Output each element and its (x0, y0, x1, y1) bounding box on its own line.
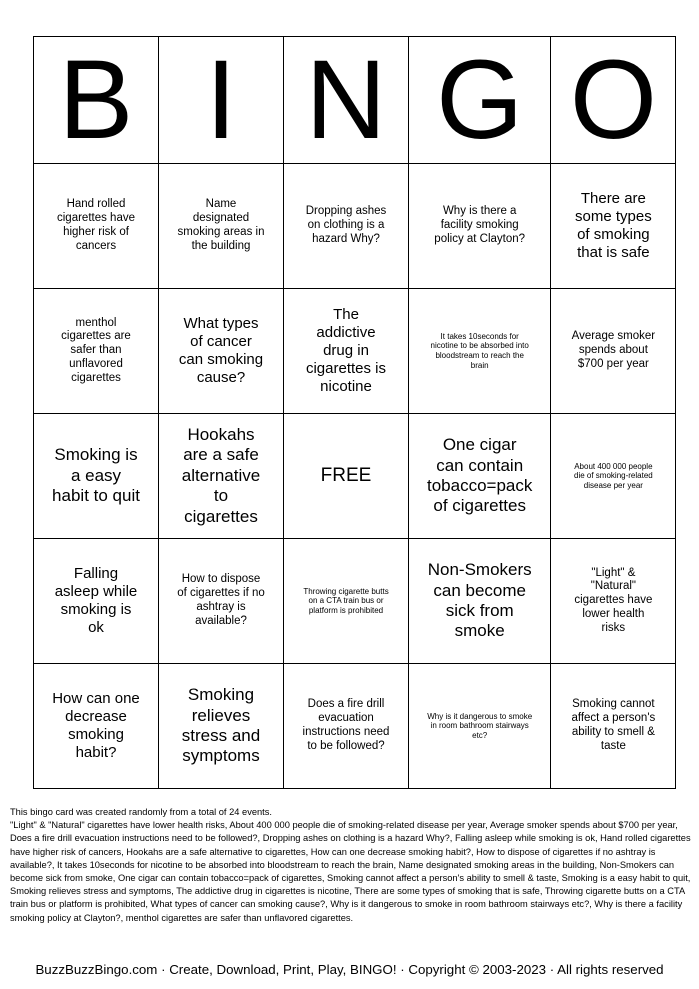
bingo-header-row (34, 37, 676, 164)
bingo-cell: The addictive drug in cigarettes is nicotine (284, 289, 409, 414)
bingo-cell: Does a fire drill evacuation instructions need to be followed? (284, 664, 409, 789)
bingo-cell: Name designated smoking areas in the building (159, 164, 284, 289)
bingo-cell: Smoking relieves stress and symptoms (159, 664, 284, 789)
bingo-cell: Smoking cannot affect a person's ability to smell & taste (551, 664, 676, 789)
header-letter-o: O (551, 37, 676, 164)
bingo-cell: Average smoker spends about $700 per year (551, 289, 676, 414)
bingo-cell: How can one decrease smoking habit? (34, 664, 159, 789)
card-info (10, 806, 693, 925)
bingo-cell: There are some types of smoking that is safe (551, 164, 676, 289)
bingo-cell: Smoking is a easy habit to quit (34, 414, 159, 539)
bingo-cell: About 400 000 people die of smoking-related disease per year (551, 414, 676, 539)
bingo-row (34, 539, 676, 664)
bingo-cell: Why is there a facility smoking policy at Clayton? (409, 164, 551, 289)
card-info-intro: This bingo card was created randomly from a total of 24 events. (10, 807, 272, 817)
page-footer: BuzzBuzzBingo.com · Create, Download, Print, Play, BINGO! · Copyright © 2003-2023 · All rights reserved (35, 962, 664, 977)
bingo-cell: "Light" & "Natural" cigarettes have lower health risks (551, 539, 676, 664)
bingo-cell: One cigar can contain tobacco=pack of cigarettes (409, 414, 551, 539)
bingo-cell: Why is it dangerous to smoke in room bathroom stairways etc? (409, 664, 551, 789)
bingo-row (34, 289, 676, 414)
bingo-cell: menthol cigarettes are safer than unflavored cigarettes (34, 289, 159, 414)
header-letter-b: B (34, 37, 159, 164)
header-letter-g: G (409, 37, 551, 164)
card-info-events: "Light" & "Natural" cigarettes have lower health risks, About 400 000 people die of smoking-related disease per year, Average smoker spends about $700 per year, Does a fire drill evacuation instructions need to be followed?, Dropping ashes on clothing is a hazard Why?, Falling asleep while smoking is ok, Hand rolled cigarettes have higher risk of cancers, Hookahs are a safe alternative to cigarettes, How can one decrease smoking habit?, How to dispose of cigarettes if no ashtray is available?, It takes 10seconds for nicotine to be absorbed into bloodstream to reach the brain, Name designated smoking areas in the building, Non-Smokers can become sick from smoke, One cigar can contain tobacco=pack of cigarettes, Smoking cannot affect a person's ability to smell & taste, Smoking is a easy habit to quit, Smoking relieves stress and symptoms, The addictive drug in cigarettes is nicotine, There are some types of smoking that is safe, Throwing cigarette butts on a CTA train bus or platform is prohibited, What types of cancer can smoking cause?, Why is it dangerous to smoke in room bathroom stairways etc?, Why is there a facility smoking policy at Clayton?, menthol cigarettes are safer than unflavored cigarettes. (10, 820, 691, 923)
bingo-row (34, 664, 676, 789)
bingo-cell: Dropping ashes on clothing is a hazard Why? (284, 164, 409, 289)
bingo-card (33, 36, 676, 789)
bingo-cell: How to dispose of cigarettes if no ashtray is available? (159, 539, 284, 664)
bingo-cell: Hand rolled cigarettes have higher risk of cancers (34, 164, 159, 289)
header-letter-n: N (284, 37, 409, 164)
bingo-cell: What types of cancer can smoking cause? (159, 289, 284, 414)
bingo-cell: Hookahs are a safe alternative to cigarettes (159, 414, 284, 539)
bingo-cell: Falling asleep while smoking is ok (34, 539, 159, 664)
free-space-cell: FREE (284, 414, 409, 539)
bingo-cell: It takes 10seconds for nicotine to be absorbed into bloodstream to reach the brain (409, 289, 551, 414)
bingo-row (34, 414, 676, 539)
header-letter-i: I (159, 37, 284, 164)
bingo-cell: Throwing cigarette butts on a CTA train bus or platform is prohibited (284, 539, 409, 664)
bingo-row (34, 164, 676, 289)
bingo-cell: Non-Smokers can become sick from smoke (409, 539, 551, 664)
